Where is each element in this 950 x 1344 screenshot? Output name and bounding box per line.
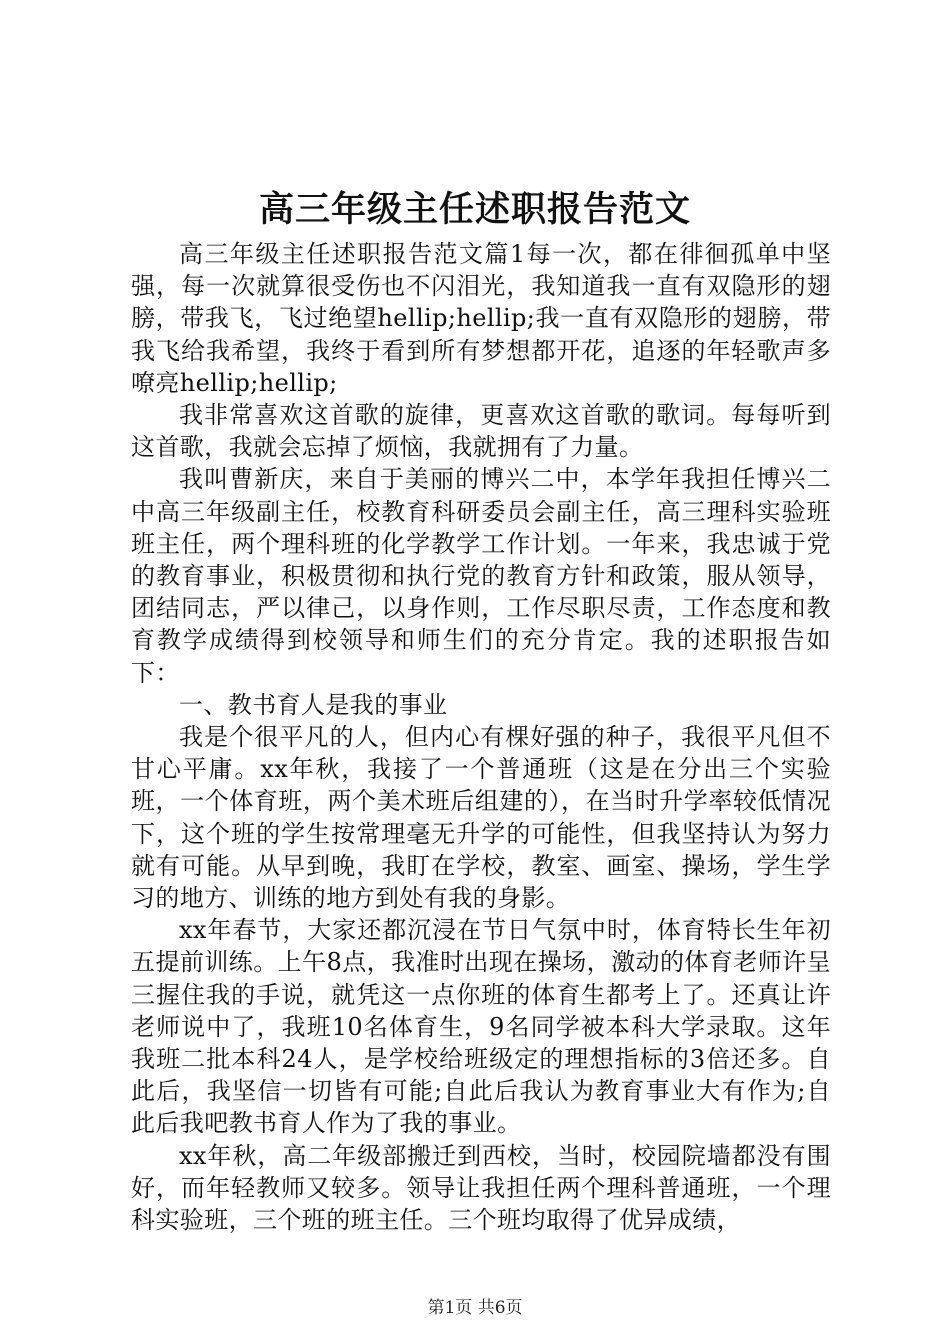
page-total: 共6页 xyxy=(477,1298,523,1318)
section-heading-1: 一、教书育人是我的事业 xyxy=(179,690,448,719)
page-number: 第1页 xyxy=(427,1298,473,1318)
paragraph-spring-festival: xx年春节，大家还都沉浸在节日气氛中时，体育特长生年初五提前训练。上午8点，我准时出现在操场，激动的体育老师许呈三握住我的手说，就凭这一点你班的体育生都考上了。还真让许老师说中了，我班10名体育生，9名同学被本科大学录取。这年我班二批本科24人，是学校给班级定的理想指标的3倍还多。自此后，我坚信一切皆有可能;自此后我认为教育事业大有作为;自此后我吧教书育人作为了我的事业。 xyxy=(131,916,831,1138)
document-title: 高三年级主任述职报告范文 xyxy=(258,189,691,230)
paragraph-west-campus: xx年秋，高二年级部搬迁到西校，当时，校园院墙都没有围好，而年轻教师又较多。领导让我担任两个理科普通班，一个理科实验班，三个班的班主任。三个班均取得了优异成绩， xyxy=(131,1141,831,1235)
paragraph-ordinary-class: 我是个很平凡的人，但内心有棵好强的种子，我很平凡但不甘心平庸。xx年秋，我接了一个普通班（这是在分出三个实验班，一个体育班，两个美术班后组建的），在当时升学率较低情况下，这个班的学生按常理毫无升学的可能性，但我坚持认为努力就有可能。从早到晚，我盯在学校，教室、画室、操场，学生学习的地方、训练的地方到处有我的身影。 xyxy=(131,723,831,913)
paragraph-self-introduction: 我叫曹新庆，来自于美丽的博兴二中，本学年我担任博兴二中高三年级副主任，校教育科研委员会副主任，高三理科实验班班主任，两个理科班的化学教学工作计划。一年来，我忠诚于党的教育事业，积极贯彻和执行党的教育方针和政策，服从领导，团结同志，严以律己，以身作则，工作尽职尽责，工作态度和教育教学成绩得到校领导和师生们的充分肯定。我的述职报告如下： xyxy=(131,465,831,687)
document-body xyxy=(131,238,831,1236)
page-footer xyxy=(0,1296,950,1320)
paragraph-intro: 高三年级主任述职报告范文篇1每一次，都在徘徊孤单中坚强，每一次就算很受伤也不闪泪光，我知道我一直有双隐形的翅膀，带我飞，飞过绝望hellip;hellip;我一直有双隐形的翅膀，带我飞给我希望，我终于看到所有梦想都开花，追逐的年轻歌声多嘹亮hellip;hellip; xyxy=(131,240,831,397)
paragraph-song: 我非常喜欢这首歌的旋律，更喜欢这首歌的歌词。每每听到这首歌，我就会忘掉了烦恼，我就拥有了力量。 xyxy=(131,401,831,462)
